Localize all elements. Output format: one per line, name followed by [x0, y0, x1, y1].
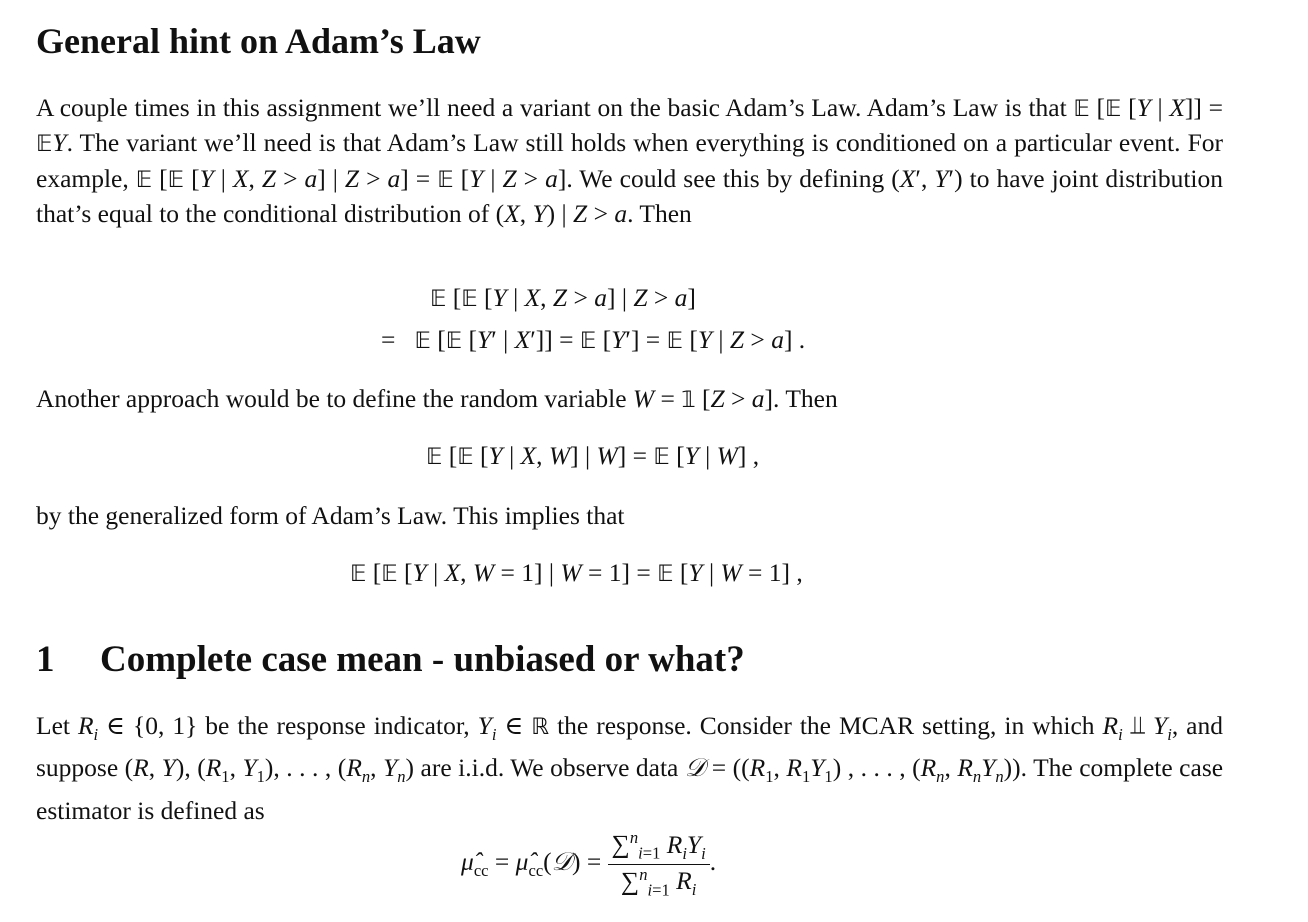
expectation-symbol: 𝔼 — [666, 328, 683, 354]
equation-line-1: 𝔼 [𝔼 [Y | X, Z > a] | Z > a] — [430, 283, 696, 312]
expectation-symbol: 𝔼 — [657, 561, 674, 587]
text: Another approach would be to define the random variable — [36, 384, 633, 413]
text: the response. Consider the MCAR setting, in which — [549, 711, 1103, 740]
expectation-symbol: 𝔼 — [445, 328, 463, 354]
text: Let — [36, 711, 78, 740]
equation-w-equals-1: 𝔼 [𝔼 [Y | X, W = 1] | W = 1] = 𝔼 [Y | W = 1] , — [350, 558, 803, 587]
equation-line-2: = 𝔼 [𝔼 [Y′ | X′]] = 𝔼 [Y′] = 𝔼 [Y | Z > a] . — [381, 325, 806, 354]
expectation-symbol: 𝔼 — [36, 131, 53, 158]
expectation-symbol: 𝔼 — [381, 561, 398, 587]
text: A couple times in this assignment we’ll need a variant on the basic Adam’s Law. Adam’s Law is that — [36, 93, 1074, 122]
paragraph-mcar-setting: Let $R_i$ ∈ {0, 1} be the response indicator, $Y_i$ ∈ ℝ the response. Consider the MCAR setting, in which $R_i$ ⫫ $Y_i$, and suppose (R, Y), ($R_1$, $Y_1$), . . . , ($R_n$, $Y_n$) are i.i.d. We observe data 𝒟 = (($R_1$, $R_1Y_1$) , . . . , ($R_n$, $R_nY_n$)). The complete case estimator is defined as — [36, 711, 1224, 825]
paragraph-adams-law-variant: A couple times in this assignment we’ll need a variant on the basic Adam’s Law. Adam’s Law is that 𝔼 [𝔼 [Y | X]] = 𝔼Y. The variant we’ll need is that Adam’s Law still holds when everything is conditioned on a particular event. For example, 𝔼 [𝔼 [Y | X, Z > a] | Z > a] = 𝔼 [Y | Z > a]. We could see this by defining (X′, Y′) to have joint distribution that’s equal to the conditional distribution of (X, Y) | Z > a. Then — [36, 93, 1224, 228]
section-title-text: Complete case mean - unbiased or what? — [100, 639, 745, 680]
text: are i.i.d. We observe data — [414, 753, 685, 783]
expectation-symbol: 𝔼 — [167, 166, 185, 193]
text: We could see this by defining — [572, 163, 892, 193]
expectation-symbol: 𝔼 — [414, 328, 431, 354]
expectation-symbol: 𝔼 — [457, 444, 474, 470]
expectation-symbol: 𝔼 — [1105, 96, 1122, 122]
expectation-symbol: 𝔼 — [350, 561, 367, 587]
text: . Then — [627, 198, 692, 228]
expectation-symbol: 𝔼 — [430, 286, 447, 312]
expectation-symbol: 𝔼 — [1073, 96, 1090, 122]
text: . The complete case estimator is defined as — [36, 753, 1224, 825]
expectation-symbol: 𝔼 — [437, 166, 454, 193]
section-number: 1 — [36, 639, 55, 680]
section-title-hint: General hint on Adam’s Law — [36, 21, 481, 61]
expectation-symbol: 𝔼 — [135, 166, 153, 193]
fraction-numerator: ∑$^n_{i=1}$ $R_iY_i$ — [608, 828, 710, 865]
text: to have joint distribution that’s equal to the conditional distribution of — [36, 163, 1224, 228]
text: . Then — [773, 384, 838, 413]
fraction-denominator: ∑$^n_{i=1}$ $R_i$ — [621, 864, 697, 900]
independence-symbol: ⫫ — [1130, 711, 1146, 740]
estimator-fraction — [608, 828, 710, 900]
text: . The variant we’ll need is that Adam’s Law still holds when everything is conditioned on a particular event. For example, — [36, 128, 1223, 193]
reals-symbol: ℝ — [531, 714, 550, 740]
text: by the generalized form of Adam’s Law. This implies that — [36, 501, 625, 530]
expectation-symbol: 𝔼 — [653, 444, 670, 470]
section-title-complete-case — [36, 638, 745, 681]
paragraph-indicator-approach: Another approach would be to define the random variable W = 𝟙 [Z > a]. Then — [36, 384, 838, 413]
expectation-symbol: 𝔼 — [461, 286, 478, 312]
text: be the response indicator, — [197, 711, 478, 740]
indicator-symbol: 𝟙 — [681, 387, 696, 413]
expectation-symbol: 𝔼 — [426, 444, 443, 470]
equation-generalized: 𝔼 [𝔼 [Y | X, W] | W] = 𝔼 [Y | W] , — [426, 441, 760, 470]
equation-complete-case-estimator: $\mû_{cc}$ = $\mû_{cc}(𝒟)$ = $\frac{\sum^n_{i=1} R_iY_i}{\sum^n_{i=1} R_i}$ . — [461, 828, 717, 900]
expectation-symbol: 𝔼 — [579, 328, 597, 354]
paragraph-implication — [36, 499, 1223, 532]
text: , and suppose — [36, 711, 1224, 783]
